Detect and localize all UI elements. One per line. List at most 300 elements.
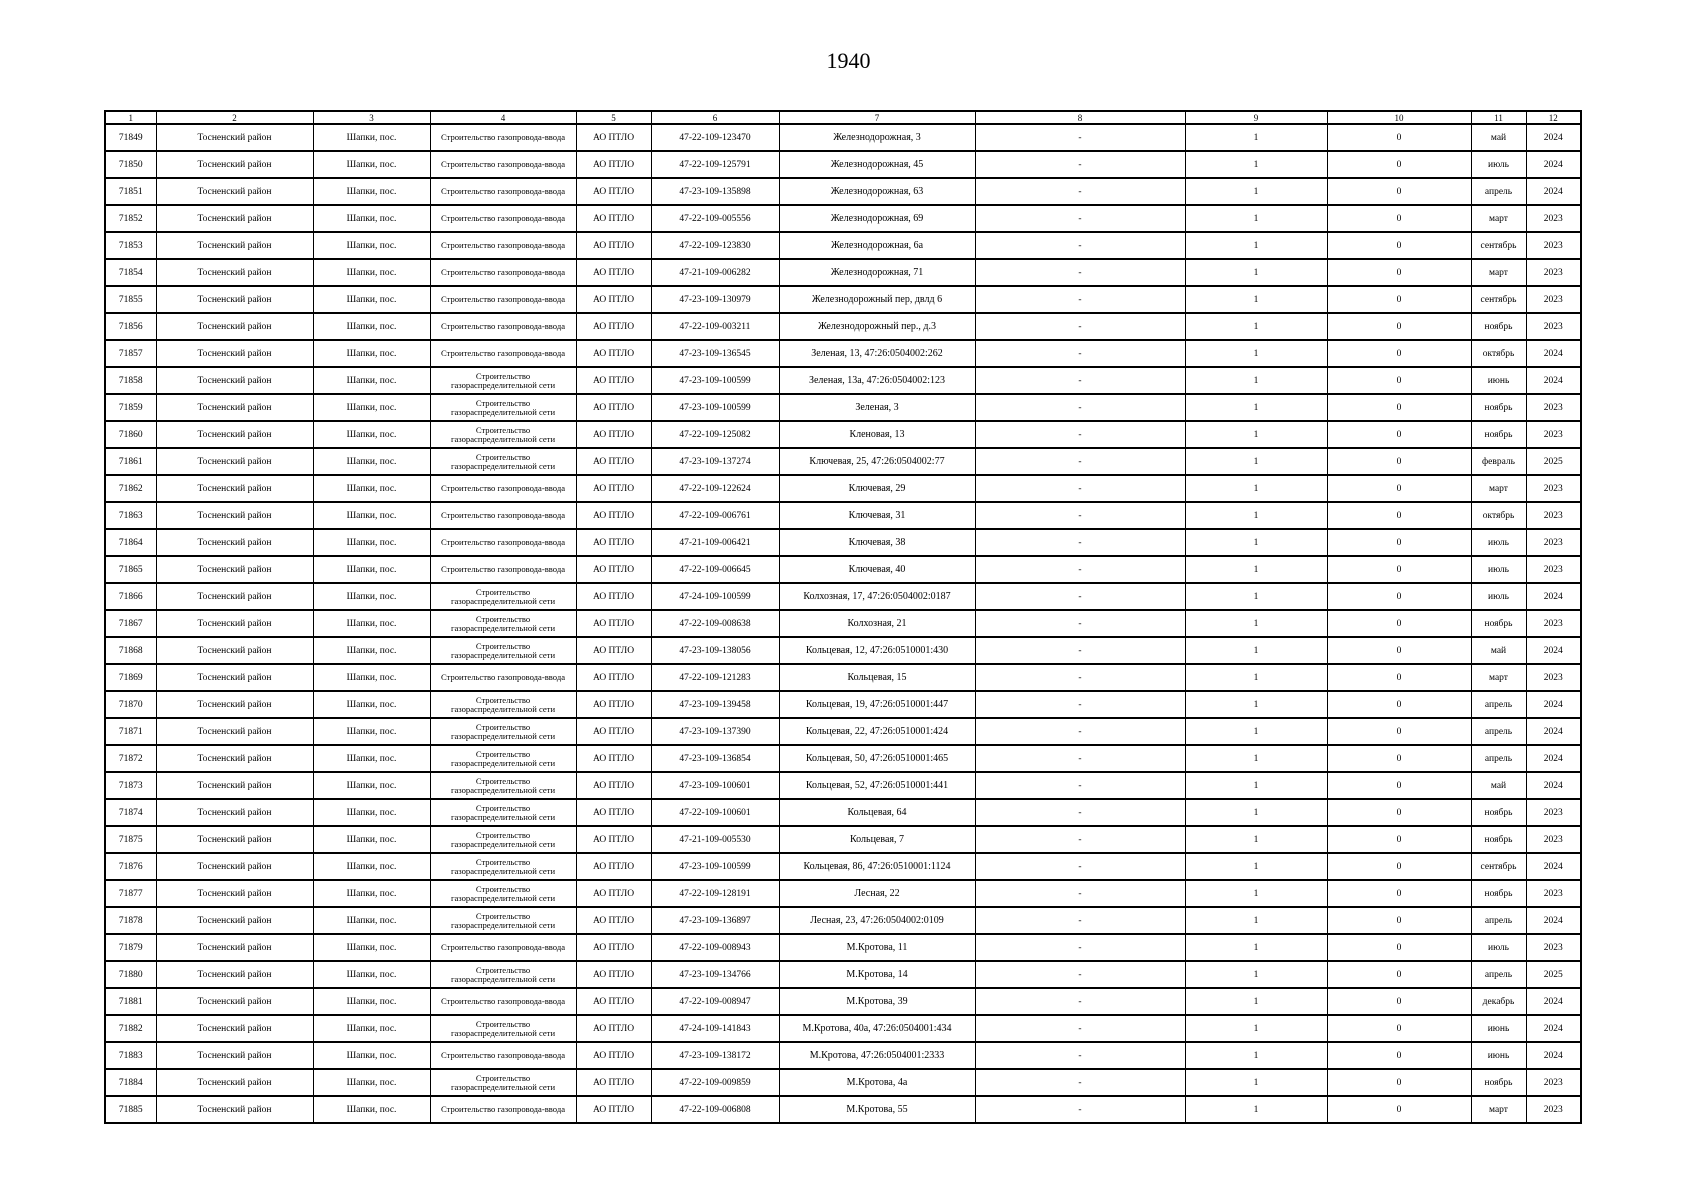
table-row [105,124,1581,151]
table-row [105,502,1581,529]
address: Лесная, 22 [779,880,975,907]
work-type: Строительство газопровода-ввода [430,340,576,367]
column-8-value: - [975,583,1185,610]
address: М.Кротова, 47:26:0504001:2333 [779,1042,975,1069]
district: Тосненский район [156,907,313,934]
month: ноябрь [1471,826,1526,853]
district: Тосненский район [156,853,313,880]
column-9-value: 1 [1185,556,1327,583]
permit-number: 47-23-109-136545 [651,340,779,367]
district: Тосненский район [156,772,313,799]
year: 2024 [1526,367,1581,394]
settlement: Шапки, пос. [313,988,430,1015]
settlement: Шапки, пос. [313,826,430,853]
table-row [105,259,1581,286]
month: февраль [1471,448,1526,475]
permit-number: 47-21-109-006282 [651,259,779,286]
permit-number: 47-24-109-100599 [651,583,779,610]
column-9-value: 1 [1185,907,1327,934]
column-8-value: - [975,1015,1185,1042]
work-type: Строительство газопровода-ввода [430,124,576,151]
column-10-value: 0 [1327,178,1471,205]
table-row [105,988,1581,1015]
column-10-value: 0 [1327,934,1471,961]
permit-number: 47-23-109-138172 [651,1042,779,1069]
month: март [1471,1096,1526,1123]
year: 2024 [1526,718,1581,745]
organization: АО ПТЛО [576,259,651,286]
year: 2024 [1526,772,1581,799]
organization: АО ПТЛО [576,772,651,799]
table-row [105,178,1581,205]
column-8-value: - [975,475,1185,502]
permit-number: 47-22-109-123830 [651,232,779,259]
district: Тосненский район [156,961,313,988]
work-type: Строительство газораспределительной сети [430,421,576,448]
month: сентябрь [1471,232,1526,259]
organization: АО ПТЛО [576,313,651,340]
year: 2024 [1526,1015,1581,1042]
settlement: Шапки, пос. [313,475,430,502]
district: Тосненский район [156,286,313,313]
column-10-value: 0 [1327,853,1471,880]
month: март [1471,475,1526,502]
work-type: Строительство газораспределительной сети [430,448,576,475]
year: 2024 [1526,907,1581,934]
record-number: 71875 [105,826,156,853]
column-header-12: 12 [1526,111,1581,124]
work-type: Строительство газораспределительной сети [430,826,576,853]
permit-number: 47-23-109-135898 [651,178,779,205]
month: июль [1471,151,1526,178]
address: Кленовая, 13 [779,421,975,448]
month: июнь [1471,1015,1526,1042]
district: Тосненский район [156,610,313,637]
table-row [105,718,1581,745]
organization: АО ПТЛО [576,583,651,610]
year: 2023 [1526,1096,1581,1123]
column-9-value: 1 [1185,124,1327,151]
record-number: 71883 [105,1042,156,1069]
column-10-value: 0 [1327,556,1471,583]
page-number: 1940 [826,48,871,73]
organization: АО ПТЛО [576,1096,651,1123]
organization: АО ПТЛО [576,1042,651,1069]
permit-number: 47-22-109-100601 [651,799,779,826]
work-type: Строительство газораспределительной сети [430,718,576,745]
settlement: Шапки, пос. [313,205,430,232]
settlement: Шапки, пос. [313,772,430,799]
permit-number: 47-22-109-006808 [651,1096,779,1123]
record-number: 71872 [105,745,156,772]
column-10-value: 0 [1327,340,1471,367]
settlement: Шапки, пос. [313,340,430,367]
month: ноябрь [1471,421,1526,448]
address: Ключевая, 31 [779,502,975,529]
address: Ключевая, 29 [779,475,975,502]
month: апрель [1471,178,1526,205]
month: июнь [1471,367,1526,394]
address: М.Кротова, 39 [779,988,975,1015]
column-header-9: 9 [1185,111,1327,124]
settlement: Шапки, пос. [313,178,430,205]
year: 2023 [1526,556,1581,583]
record-number: 71854 [105,259,156,286]
column-10-value: 0 [1327,610,1471,637]
district: Тосненский район [156,502,313,529]
settlement: Шапки, пос. [313,610,430,637]
column-8-value: - [975,178,1185,205]
address: М.Кротова, 4а [779,1069,975,1096]
column-10-value: 0 [1327,367,1471,394]
district: Тосненский район [156,1015,313,1042]
settlement: Шапки, пос. [313,961,430,988]
month: апрель [1471,907,1526,934]
table-row [105,664,1581,691]
table-row [105,934,1581,961]
organization: АО ПТЛО [576,745,651,772]
organization: АО ПТЛО [576,151,651,178]
table-row [105,1015,1581,1042]
month: апрель [1471,691,1526,718]
column-8-value: - [975,232,1185,259]
work-type: Строительство газопровода-ввода [430,286,576,313]
month: апрель [1471,718,1526,745]
record-number: 71868 [105,637,156,664]
district: Тосненский район [156,367,313,394]
work-type: Строительство газораспределительной сети [430,583,576,610]
settlement: Шапки, пос. [313,232,430,259]
record-number: 71869 [105,664,156,691]
column-10-value: 0 [1327,205,1471,232]
table-row [105,556,1581,583]
column-header-3: 3 [313,111,430,124]
work-type: Строительство газопровода-ввода [430,988,576,1015]
year: 2023 [1526,799,1581,826]
address: Колхозная, 17, 47:26:0504002:0187 [779,583,975,610]
work-type: Строительство газопровода-ввода [430,556,576,583]
work-type: Строительство газораспределительной сети [430,961,576,988]
work-type: Строительство газопровода-ввода [430,502,576,529]
month: ноябрь [1471,394,1526,421]
column-header-10: 10 [1327,111,1471,124]
column-8-value: - [975,286,1185,313]
record-number: 71853 [105,232,156,259]
column-9-value: 1 [1185,340,1327,367]
address: М.Кротова, 11 [779,934,975,961]
address: Колхозная, 21 [779,610,975,637]
table-row [105,907,1581,934]
table-row [105,772,1581,799]
year: 2023 [1526,421,1581,448]
month: март [1471,259,1526,286]
table-row [105,421,1581,448]
table-row [105,880,1581,907]
permit-number: 47-22-109-125082 [651,421,779,448]
column-8-value: - [975,745,1185,772]
address: Ключевая, 40 [779,556,975,583]
work-type: Строительство газораспределительной сети [430,367,576,394]
column-10-value: 0 [1327,1015,1471,1042]
column-10-value: 0 [1327,313,1471,340]
district: Тосненский район [156,664,313,691]
organization: АО ПТЛО [576,1069,651,1096]
column-8-value: - [975,448,1185,475]
column-10-value: 0 [1327,286,1471,313]
column-10-value: 0 [1327,907,1471,934]
column-10-value: 0 [1327,583,1471,610]
column-9-value: 1 [1185,448,1327,475]
work-type: Строительство газопровода-ввода [430,529,576,556]
month: ноябрь [1471,1069,1526,1096]
settlement: Шапки, пос. [313,880,430,907]
district: Тосненский район [156,637,313,664]
month: ноябрь [1471,799,1526,826]
column-8-value: - [975,988,1185,1015]
address: Железнодорожная, 3 [779,124,975,151]
permit-number: 47-23-109-136897 [651,907,779,934]
organization: АО ПТЛО [576,421,651,448]
year: 2024 [1526,340,1581,367]
column-8-value: - [975,340,1185,367]
column-9-value: 1 [1185,529,1327,556]
address: Кольцевая, 86, 47:26:0510001:1124 [779,853,975,880]
settlement: Шапки, пос. [313,934,430,961]
year: 2024 [1526,691,1581,718]
column-9-value: 1 [1185,610,1327,637]
month: октябрь [1471,340,1526,367]
column-10-value: 0 [1327,637,1471,664]
permit-number: 47-23-109-137274 [651,448,779,475]
record-number: 71860 [105,421,156,448]
table-row [105,367,1581,394]
settlement: Шапки, пос. [313,1096,430,1123]
district: Тосненский район [156,475,313,502]
column-9-value: 1 [1185,475,1327,502]
district: Тосненский район [156,232,313,259]
work-type: Строительство газопровода-ввода [430,178,576,205]
organization: АО ПТЛО [576,367,651,394]
work-type: Строительство газопровода-ввода [430,151,576,178]
month: ноябрь [1471,880,1526,907]
address: Железнодорожная, 69 [779,205,975,232]
month: октябрь [1471,502,1526,529]
year: 2023 [1526,259,1581,286]
column-10-value: 0 [1327,664,1471,691]
month: сентябрь [1471,286,1526,313]
year: 2023 [1526,529,1581,556]
work-type: Строительство газопровода-ввода [430,664,576,691]
year: 2025 [1526,961,1581,988]
permit-number: 47-22-109-121283 [651,664,779,691]
organization: АО ПТЛО [576,880,651,907]
organization: АО ПТЛО [576,988,651,1015]
column-10-value: 0 [1327,151,1471,178]
column-9-value: 1 [1185,1015,1327,1042]
year: 2024 [1526,151,1581,178]
permit-number: 47-22-109-005556 [651,205,779,232]
organization: АО ПТЛО [576,664,651,691]
record-number: 71873 [105,772,156,799]
settlement: Шапки, пос. [313,448,430,475]
year: 2023 [1526,313,1581,340]
work-type: Строительство газораспределительной сети [430,907,576,934]
address: М.Кротова, 55 [779,1096,975,1123]
column-9-value: 1 [1185,772,1327,799]
table-row [105,313,1581,340]
work-type: Строительство газораспределительной сети [430,1069,576,1096]
settlement: Шапки, пос. [313,1015,430,1042]
table-row [105,529,1581,556]
column-8-value: - [975,394,1185,421]
permit-number: 47-23-109-100599 [651,394,779,421]
register-table [104,110,1582,1124]
district: Тосненский район [156,1096,313,1123]
district: Тосненский район [156,718,313,745]
month: июль [1471,934,1526,961]
column-10-value: 0 [1327,1042,1471,1069]
column-8-value: - [975,124,1185,151]
column-8-value: - [975,907,1185,934]
record-number: 71864 [105,529,156,556]
work-type: Строительство газопровода-ввода [430,934,576,961]
month: сентябрь [1471,853,1526,880]
district: Тосненский район [156,529,313,556]
column-header-11: 11 [1471,111,1526,124]
column-9-value: 1 [1185,502,1327,529]
column-8-value: - [975,637,1185,664]
table-row [105,232,1581,259]
work-type: Строительство газораспределительной сети [430,637,576,664]
column-9-value: 1 [1185,826,1327,853]
column-8-value: - [975,934,1185,961]
column-8-value: - [975,502,1185,529]
column-10-value: 0 [1327,772,1471,799]
month: май [1471,637,1526,664]
record-number: 71884 [105,1069,156,1096]
address: М.Кротова, 14 [779,961,975,988]
permit-number: 47-24-109-141843 [651,1015,779,1042]
column-10-value: 0 [1327,448,1471,475]
column-9-value: 1 [1185,178,1327,205]
column-10-value: 0 [1327,961,1471,988]
year: 2023 [1526,610,1581,637]
column-8-value: - [975,421,1185,448]
column-header-5: 5 [576,111,651,124]
record-number: 71877 [105,880,156,907]
column-9-value: 1 [1185,1096,1327,1123]
column-8-value: - [975,610,1185,637]
column-10-value: 0 [1327,394,1471,421]
district: Тосненский район [156,880,313,907]
address: Зеленая, 13а, 47:26:0504002:123 [779,367,975,394]
column-10-value: 0 [1327,529,1471,556]
address: Кольцевая, 12, 47:26:0510001:430 [779,637,975,664]
record-number: 71871 [105,718,156,745]
table-row [105,394,1581,421]
work-type: Строительство газопровода-ввода [430,313,576,340]
header-row [105,111,1581,124]
work-type: Строительство газораспределительной сети [430,880,576,907]
district: Тосненский район [156,448,313,475]
settlement: Шапки, пос. [313,394,430,421]
column-9-value: 1 [1185,151,1327,178]
column-8-value: - [975,718,1185,745]
column-8-value: - [975,529,1185,556]
column-8-value: - [975,205,1185,232]
table-row [105,205,1581,232]
record-number: 71880 [105,961,156,988]
record-number: 71862 [105,475,156,502]
column-9-value: 1 [1185,745,1327,772]
column-8-value: - [975,1096,1185,1123]
column-header-2: 2 [156,111,313,124]
address: Железнодорожная, 6а [779,232,975,259]
settlement: Шапки, пос. [313,367,430,394]
year: 2023 [1526,664,1581,691]
column-10-value: 0 [1327,718,1471,745]
table-row [105,448,1581,475]
organization: АО ПТЛО [576,718,651,745]
work-type: Строительство газопровода-ввода [430,205,576,232]
settlement: Шапки, пос. [313,313,430,340]
organization: АО ПТЛО [576,853,651,880]
column-8-value: - [975,1069,1185,1096]
record-number: 71858 [105,367,156,394]
work-type: Строительство газораспределительной сети [430,1015,576,1042]
organization: АО ПТЛО [576,907,651,934]
table-row [105,691,1581,718]
year: 2023 [1526,286,1581,313]
settlement: Шапки, пос. [313,151,430,178]
year: 2023 [1526,1069,1581,1096]
record-number: 71857 [105,340,156,367]
year: 2024 [1526,745,1581,772]
column-9-value: 1 [1185,637,1327,664]
district: Тосненский район [156,1069,313,1096]
column-9-value: 1 [1185,988,1327,1015]
permit-number: 47-23-109-100599 [651,853,779,880]
year: 2023 [1526,502,1581,529]
column-10-value: 0 [1327,826,1471,853]
column-8-value: - [975,772,1185,799]
district: Тосненский район [156,205,313,232]
district: Тосненский район [156,556,313,583]
table-row [105,151,1581,178]
column-9-value: 1 [1185,367,1327,394]
district: Тосненский район [156,313,313,340]
district: Тосненский район [156,1042,313,1069]
column-header-8: 8 [975,111,1185,124]
permit-number: 47-22-109-008947 [651,988,779,1015]
column-8-value: - [975,691,1185,718]
address: Железнодорожный пер., д.3 [779,313,975,340]
settlement: Шапки, пос. [313,124,430,151]
organization: АО ПТЛО [576,286,651,313]
permit-number: 47-22-109-128191 [651,880,779,907]
permit-number: 47-21-109-005530 [651,826,779,853]
table-body [105,124,1581,1123]
organization: АО ПТЛО [576,934,651,961]
column-9-value: 1 [1185,286,1327,313]
column-9-value: 1 [1185,394,1327,421]
year: 2024 [1526,988,1581,1015]
settlement: Шапки, пос. [313,853,430,880]
district: Тосненский район [156,394,313,421]
month: ноябрь [1471,313,1526,340]
month: июль [1471,529,1526,556]
district: Тосненский район [156,826,313,853]
